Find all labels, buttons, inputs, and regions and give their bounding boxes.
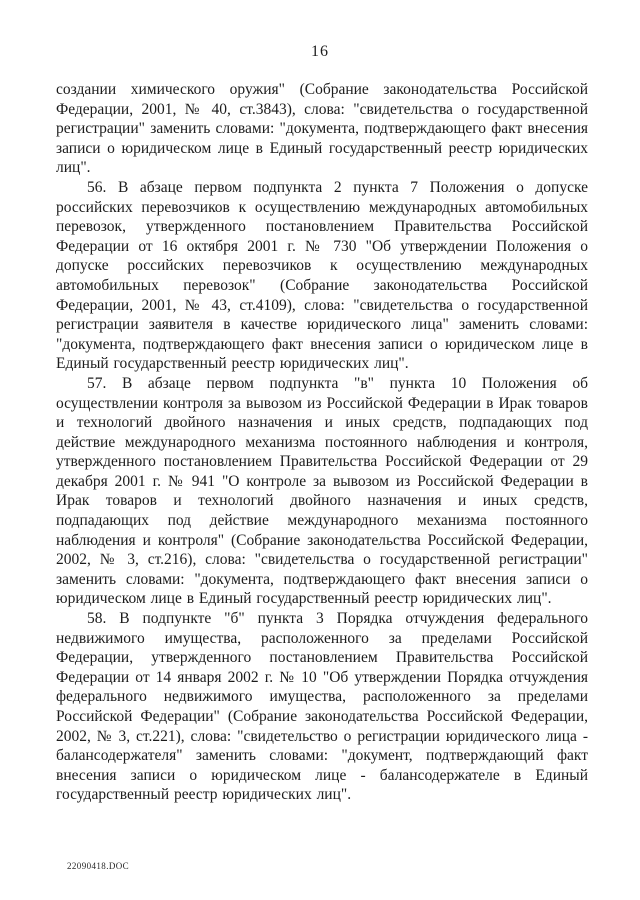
page-number: 16 bbox=[311, 43, 329, 60]
footer-filename: 22090418.DOC bbox=[67, 861, 130, 871]
document-body bbox=[56, 80, 588, 805]
paragraph-item-56: 56. В абзаце первом подпункта 2 пункта 7 Положения о допуске российских перевозчиков к осуществлению международных автомобильных перевозок, утвержденного постановлением Правительства Российской Федерации от 16 октября 2001 г. № 730 "Об утверждении Положения о допуске российских перевозчиков к осуществлению международных автомобильных перевозок" (Собрание законодательства Российской Федерации, 2001, № 43, ст.4109), слова: "свидетельства о государственной регистрации заявителя в качестве юридического лица" заменить словами: "документа, подтверждающего факт внесения записи о юридическом лице в Единый государственный реестр юридических лиц". bbox=[56, 178, 588, 373]
paragraph-item-57: 57. В абзаце первом подпункта "в" пункта 10 Положения об осуществлении контроля за вывозом из Российской Федерации в Ирак товаров и технологий двойного назначения и иных средств, подпадающих под действие международного механизма постоянного наблюдения и контроля, утвержденного постановлением Правительства Российской Федерации от 29 декабря 2001 г. № 941 "О контроле за вывозом из Российской Федерации в Ирак товаров и технологий двойного назначения и иных средств, подпадающих под действие международного механизма постоянного наблюдения и контроля" (Собрание законодательства Российской Федерации, 2002, № 3, ст.216), слова: "свидетельства о государственной регистрации" заменить словами: "документа, подтверждающего факт внесения записи о юридическом лице в Единый государственный реестр юридических лиц". bbox=[56, 374, 588, 608]
paragraph-item-58: 58. В подпункте "б" пункта 3 Порядка отчуждения федерального недвижимого имущества, расположенного за пределами Российской Федерации, утвержденного постановлением Правительства Российской Федерации от 14 января 2002 г. № 10 "Об утверждении Порядка отчуждения федерального недвижимого имущества, расположенного за пределами Российской Федерации" (Собрание законодательства Российской Федерации, 2002, № 3, ст.221), слова: "свидетельство о регистрации юридического лица - балансодержателя" заменить словами: "документ, подтверждающий факт внесения записи о юридическом лице - балансодержателе в Единый государственный реестр юридических лиц". bbox=[56, 610, 588, 804]
paragraph-continuation: создании химического оружия" (Собрание законодательства Российской Федерации, 2001, № 40, ст.3843), слова: "свидетельства о государственной регистрации" заменить словами: "документа, подтверждающего факт внесения записи о юридическом лице в Единый государственный реестр юридических лиц". bbox=[56, 81, 588, 177]
